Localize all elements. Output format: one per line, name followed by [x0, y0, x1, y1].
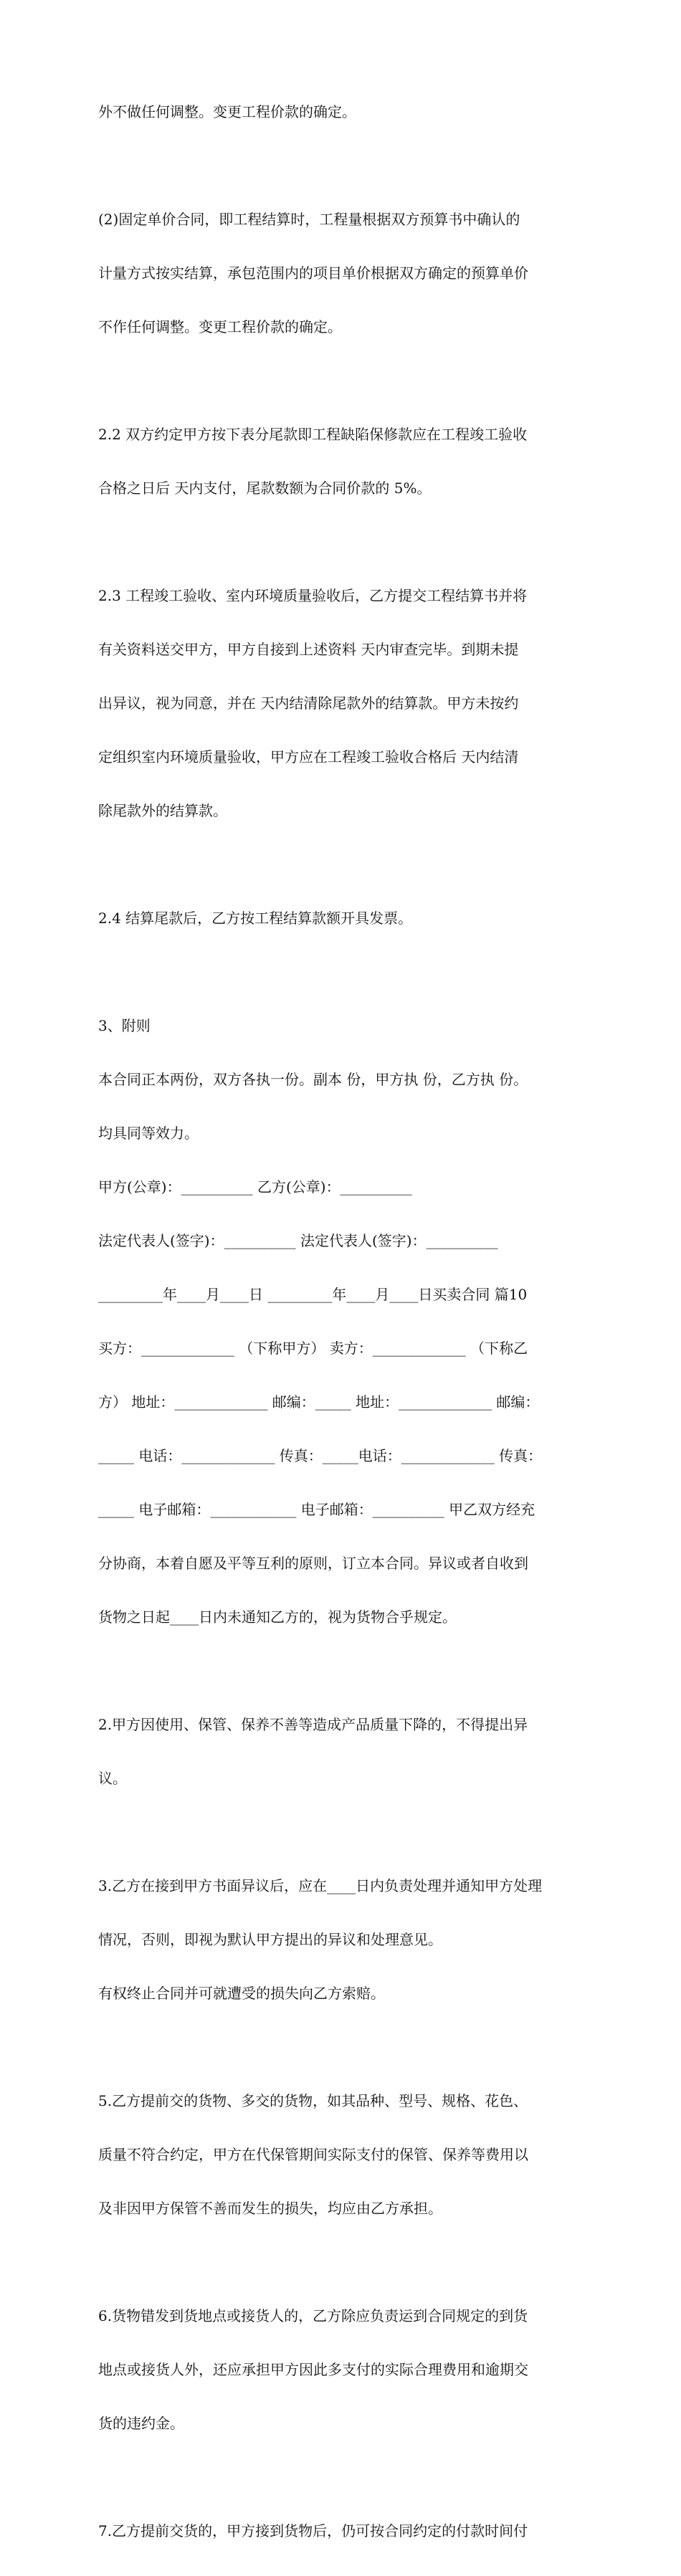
text-line: 出异议，视为同意，并在 天内结清除尾款外的结算款。甲方未按约	[98, 695, 519, 712]
paragraph-item-5	[98, 2056, 602, 2253]
text-line: _____ 电话：_____________ 传真：_____电话：_____________ 传真：	[98, 1447, 543, 1464]
text-line: 本合同正本两份，双方各执一份。副本 份，甲方执 份，乙方执 份。	[98, 1071, 528, 1088]
text-line: 地点或接货人外，还应承担甲方因此多支付的实际合理费用和逾期交	[98, 2361, 528, 2378]
text-line: 情况，否则，即视为默认甲方提出的异议和处理意见。	[98, 1931, 442, 1948]
text-line: 计量方式按实结算，承包范围内的项目单价根据双方确定的预算单价	[98, 264, 528, 282]
text-line: 2.3 工程竣工验收、室内环境质量验收后，乙方提交工程结算书并将	[98, 587, 528, 604]
paragraph-fixed-unit-price	[98, 175, 602, 372]
paragraph-clause-2-4	[98, 874, 602, 963]
text-line: 货物之日起____日内未通知乙方的，视为货物合乎规定。	[98, 1608, 457, 1626]
text-line: 合格之日后 天内支付，尾款数额为合同价款的 5%。	[98, 480, 432, 497]
text-line: 7.乙方提前交货的，甲方接到货物后，仍可按合同约定的付款时间付	[98, 2522, 528, 2539]
text-line: 买方：_____________ （下称甲方） 卖方：_____________ （下称乙	[98, 1340, 528, 1357]
paragraph-item-2	[98, 1680, 602, 1823]
text-line: 及非因甲方保管不善而发生的损失，均应由乙方承担。	[98, 2200, 442, 2217]
text-line: 质量不符合约定，甲方在代保管期间实际支付的保管、保养等费用以	[98, 2146, 528, 2163]
section-heading-appendix: 3、附则	[98, 1017, 151, 1034]
text-line: 议。	[98, 1770, 127, 1787]
text-line: 均具同等效力。	[98, 1125, 199, 1142]
text-line: _____ 电子邮箱：____________ 电子邮箱：__________ 甲乙双方经充	[98, 1501, 535, 1518]
text-line: 5.乙方提前交的货物、多交的货物，如其品种、型号、规格、花色、	[98, 2092, 528, 2109]
paragraph-price-adjustment	[98, 67, 602, 157]
paragraph-item-7	[98, 2486, 602, 2576]
paragraph-item-6	[98, 2271, 602, 2468]
text-line: 外不做任何调整。变更工程价款的确定。	[98, 103, 356, 120]
text-line: 货的违约金。	[98, 2415, 184, 2432]
text-line: 2.4 结算尾款后，乙方按工程结算款额开具发票。	[98, 910, 413, 927]
signature-line-representative: 法定代表人(签字)：__________ 法定代表人(签字)：__________	[98, 1232, 498, 1249]
text-line: 除尾款外的结算款。	[98, 802, 227, 819]
text-line: 有权终止合同并可就遭受的损失向乙方索赔。	[98, 1985, 385, 2002]
date-line: _________年____月____日 _________年____月____日买卖合同 篇10	[98, 1286, 528, 1303]
text-line: 分协商，本着自愿及平等互利的原则，订立本合同。异议或者自收到	[98, 1555, 528, 1572]
paragraph-clause-2-3	[98, 551, 602, 856]
text-line: 3.乙方在接到甲方书面异议后，应在____日内负责处理并通知甲方处理	[98, 1877, 543, 1894]
paragraph-item-3	[98, 1841, 602, 2038]
text-line: 2.2 双方约定甲方按下表分尾款即工程缺陷保修款应在工程竣工验收	[98, 426, 528, 443]
text-line: 定组织室内环境质量验收，甲方应在工程竣工验收合格后 天内结清	[98, 748, 519, 765]
text-line: 不作任何调整。变更工程价款的确定。	[98, 318, 342, 335]
paragraph-appendix-and-contract	[98, 981, 602, 1662]
paragraph-clause-2-2	[98, 390, 602, 533]
text-line: 方） 地址：_____________ 邮编：_____ 地址：_____________ 邮编：	[98, 1393, 540, 1411]
signature-line-seal: 甲方(公章)：__________ 乙方(公章)：__________	[98, 1178, 412, 1196]
text-line: (2)固定单价合同，即工程结算时，工程量根据双方预算书中确认的	[98, 211, 520, 228]
text-line: 6.货物错发到货地点或接货人的，乙方除应负责运到合同规定的到货	[98, 2307, 528, 2324]
text-line: 有关资料送交甲方，甲方自接到上述资料 天内审查完毕。到期未提	[98, 641, 519, 658]
text-line: 2.甲方因使用、保管、保养不善等造成产品质量下降的，不得提出异	[98, 1716, 528, 1733]
